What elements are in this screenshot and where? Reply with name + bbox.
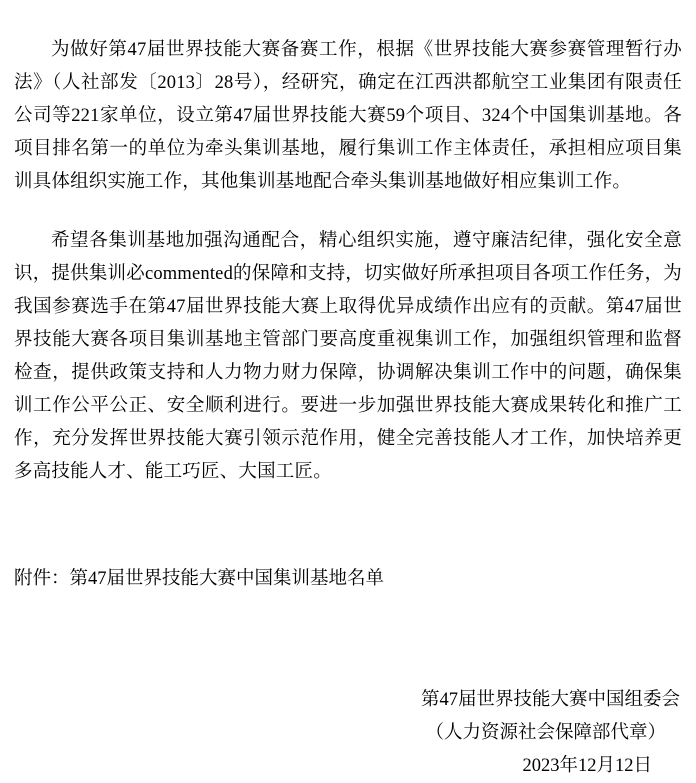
- signature-block: [14, 684, 682, 783]
- attachment-line: 附件：第47届世界技能大赛中国集训基地名单: [14, 569, 385, 589]
- paragraph-1: 为做好第47届世界技能大赛备赛工作，根据《世界技能大赛参赛管理暂行办法》（人社部发〔2013〕28号），经研究，确定在江西洪都航空工业集团有限责任公司等221家单位，设立第47届世界技能大赛59个项目、324个中国集训基地。各项目排名第一的单位为牵头集训基地，履行集训工作主体责任，承担相应项目集训具体组织实施工作，其他集训基地配合牵头集训基地做好相应集训工作。: [14, 40, 682, 192]
- signature-organization: 第47届世界技能大赛中国组委会: [420, 690, 680, 710]
- signature-date: 2023年12月12日: [522, 756, 652, 776]
- paragraph-2: 希望各集训基地加强沟通配合，精心组织实施，遵守廉洁纪律，强化安全意识，提供集训必commented的保障和支持，切实做好所承担项目各项工作任务，为我国参赛选手在第47届世界技能大赛上取得优异成绩作出应有的贡献。第47届世界技能大赛各项目集训基地主管部门要高度重视集训工作，加强组织管理和监督检查，提供政策支持和人力物力财力保障，协调解决集训工作中的问题，确保集训工作公平公正、安全顺利进行。要进一步加强世界技能大赛成果转化和推广工作，充分发挥世界技能大赛引领示范作用，健全完善技能人才工作，加快培养更多高技能人才、能工巧匠、大国工匠。: [14, 231, 682, 482]
- signature-seal-note: （人力资源社会保障部代章）: [425, 723, 666, 743]
